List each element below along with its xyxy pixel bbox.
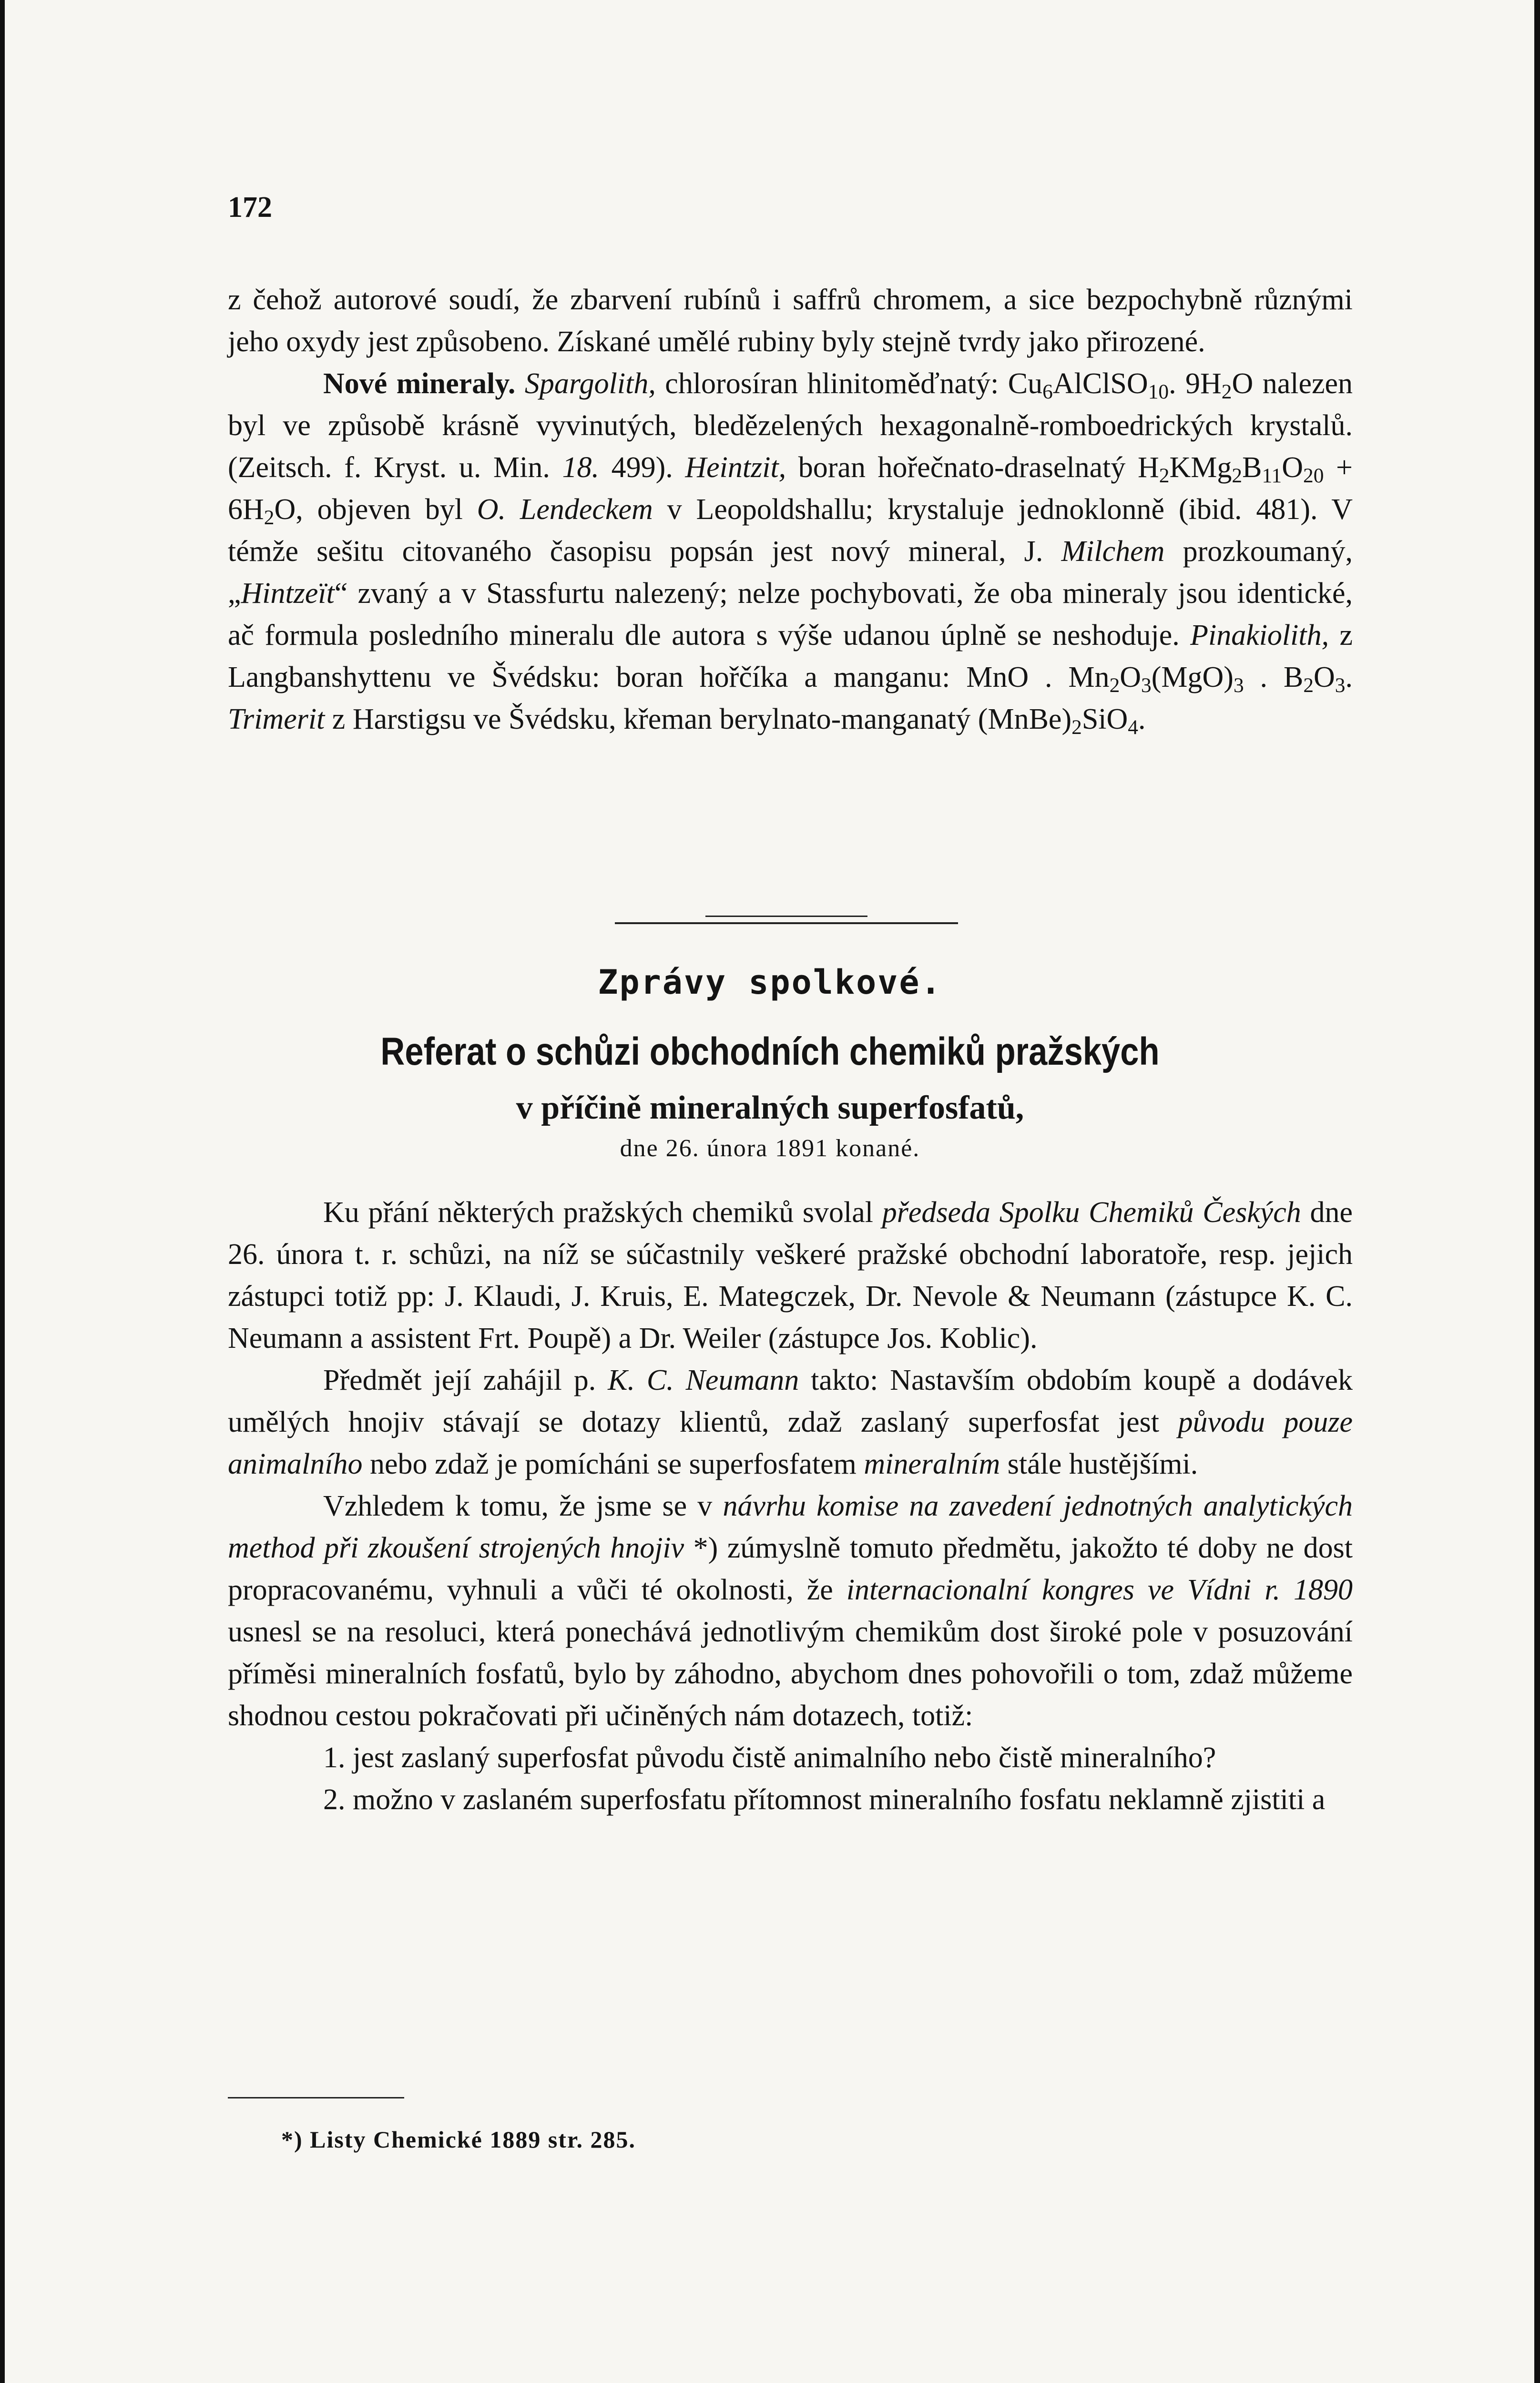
text-run: dne 26. února t. r. schůzi, na níž se súčastnily veškeré pražské obchodní laboratoře, resp. jejich zástupci totiž pp: J. Klaudi, J. Kruis, E. Mategczek, Dr. Nevole & Neumann (zástupce K. C. Neumann a assistent Frt. Poupě) a Dr. Weiler (zástupce Jos. Koblic). — [228, 1196, 1353, 1354]
subscript: 2 — [264, 506, 275, 529]
paragraph-new-minerals — [228, 363, 1353, 740]
text-run: v Leopoldshallu; krystaluje jednoklonně (ibid. 481). V témže sešitu citovaného časopisu popsán jest nový mineral, J. — [228, 493, 1353, 568]
report-body — [228, 1192, 1353, 1821]
text-run: + 6H — [228, 451, 1353, 526]
subscript: 20 — [1303, 464, 1324, 487]
minerals-section — [228, 279, 1353, 740]
text-run: Předmět její zahájil p. — [323, 1364, 608, 1396]
question-1: 1. jest zaslaný superfosfat původu čistě animalního nebo čistě mineralního? — [323, 1741, 1216, 1774]
subscript: 3 — [1335, 673, 1346, 697]
subscript: 2 — [1109, 673, 1120, 697]
subscript: 10 — [1148, 380, 1169, 403]
text-run: boran hořečnato-draselnatý H — [786, 451, 1159, 484]
text-run: SiO — [1081, 703, 1128, 735]
society-name: předseda Spolku Chemiků Českých — [882, 1196, 1301, 1229]
text-run: O — [1314, 661, 1335, 693]
subscript: 2 — [1071, 715, 1082, 739]
paragraph-subject — [228, 1359, 1353, 1485]
text-run: . 9H — [1169, 367, 1222, 400]
person-name: K. C. Neumann — [608, 1364, 799, 1396]
scan-edge-left — [0, 0, 5, 2383]
subscript: 3 — [1233, 673, 1244, 697]
text-run: z Langbanshyttenu ve Švédsku: boran hořčíka a manganu: MnO . Mn — [228, 619, 1353, 693]
subscript: 2 — [1232, 464, 1243, 487]
text-run: *) zúmyslně tomuto předmětu, jakožto té doby ne dost propracovanému, vyhnuli a vůči té okolnosti, že — [228, 1532, 1353, 1606]
text-run: . — [1138, 703, 1146, 735]
paragraph-considering — [228, 1485, 1353, 1737]
person-name: O. Lendeckem — [477, 493, 653, 526]
subscript: 2 — [1303, 673, 1314, 697]
scan-edge-right — [1534, 0, 1540, 2383]
text-run: O nalezen byl ve způsobě krásně vyvinutých, bledězelených hexagonalně-romboedrických krystalů. (Zeitsch. f. Kryst. u. Min. — [228, 367, 1353, 484]
footnote: *) Listy Chemické 1889 str. 285. — [281, 2126, 636, 2153]
text-run: O, objeven byl — [274, 493, 477, 526]
divider-rule-short — [705, 916, 867, 917]
mineral-name: Trimerit — [228, 703, 325, 735]
emphasis: internacionalní kongres ve Vídni r. 1890 — [846, 1574, 1353, 1606]
report-subtitle: v příčině mineralných superfosfatů, — [516, 1090, 1024, 1126]
text-run: prozkoumaný, „ — [228, 535, 1353, 610]
text-run: O — [1120, 661, 1142, 693]
text-run: chlorosíran hlinitoměďnatý: Cu — [655, 367, 1043, 400]
text-run: . B — [1244, 661, 1304, 693]
emphasis: návrhu komise na zavedení jednotných analytických method při zkoušení strojených hnojiv — [228, 1490, 1353, 1564]
text-run: Ku přání některých pražských chemiků svolal — [323, 1196, 882, 1229]
volume-number: 18. — [562, 451, 599, 484]
text-run: “ zvaný a v Stassfurtu nalezený; nelze pochybovati, že oba mineraly jsou identické, ač formula posledního mineralu dle autora s výše udanou úplně se neshoduje. — [228, 577, 1353, 652]
subscript: 2 — [1221, 380, 1232, 403]
text-run: stále hustějšími. — [1000, 1448, 1198, 1480]
new-minerals-heading: Nové mineraly. — [323, 367, 516, 400]
subscript: 3 — [1141, 673, 1152, 697]
divider-rule — [615, 922, 958, 924]
page-number: 172 — [228, 191, 272, 224]
text-run: KMg — [1169, 451, 1232, 484]
report-title: Referat o schůzi obchodních chemiků pražských — [380, 1030, 1160, 1073]
text-run: (MgO) — [1151, 661, 1234, 693]
paragraph-meeting — [228, 1192, 1353, 1359]
subscript: 4 — [1128, 715, 1138, 739]
emphasis: mineralním — [864, 1448, 1000, 1480]
text-run: 499). — [599, 451, 685, 484]
text-run: Vzhledem k tomu, že jsme se v — [323, 1490, 723, 1522]
text-run: O — [1282, 451, 1304, 484]
text-run: nebo zdaž je pomícháni se superfosfatem — [362, 1448, 864, 1480]
text-run: z Harstigsu ve Švédsku, křeman berylnato-manganatý (MnBe) — [325, 703, 1072, 735]
subscript: 2 — [1159, 464, 1170, 487]
section-heading: Zprávy spolkové. — [598, 963, 942, 1002]
text-run: AlClSO — [1052, 367, 1148, 400]
footnote-rule — [228, 2097, 404, 2098]
mineral-name: Pinakiolith, — [1190, 619, 1329, 652]
text-run: . — [1345, 661, 1353, 693]
emphasis: původu pouze animalního — [228, 1406, 1353, 1480]
text-run: B — [1242, 451, 1262, 484]
person-name: Milchem — [1061, 535, 1165, 568]
paragraph-rubies: z čehož autorové soudí, že zbarvení rubínů i saffrů chromem, a sice bezpochybně různými jeho oxydy jest způsobeno. Získané umělé rubiny byly stejně tvrdy jako přirozené. — [228, 284, 1353, 358]
question-2: 2. možno v zaslaném superfosfatu přítomnost mineralního fosfatu neklamně zjistiti a — [323, 1783, 1326, 1816]
report-date: dne 26. února 1891 konané. — [620, 1135, 920, 1162]
mineral-name: Heintzit, — [685, 451, 786, 484]
mineral-name: Hintzeït — [241, 577, 335, 610]
mineral-name: Spargolith, — [524, 367, 656, 400]
text-run: takto: Nastavším obdobím koupě a dodávek umělých hnojiv stávají se dotazy klientů, zdaž zaslaný superfosfat jest — [228, 1364, 1353, 1438]
subscript: 11 — [1262, 464, 1282, 487]
text-run: usnesl se na resoluci, která ponechává jednotlivým chemikům dost široké pole v posuzování příměsi mineralních fosfatů, bylo by záhodno, abychom dnes pohovořili o tom, zdaž můžeme shodnou cestou pokračovati při učiněných nám dotazech, totiž: — [228, 1616, 1353, 1732]
subscript: 6 — [1042, 380, 1053, 403]
